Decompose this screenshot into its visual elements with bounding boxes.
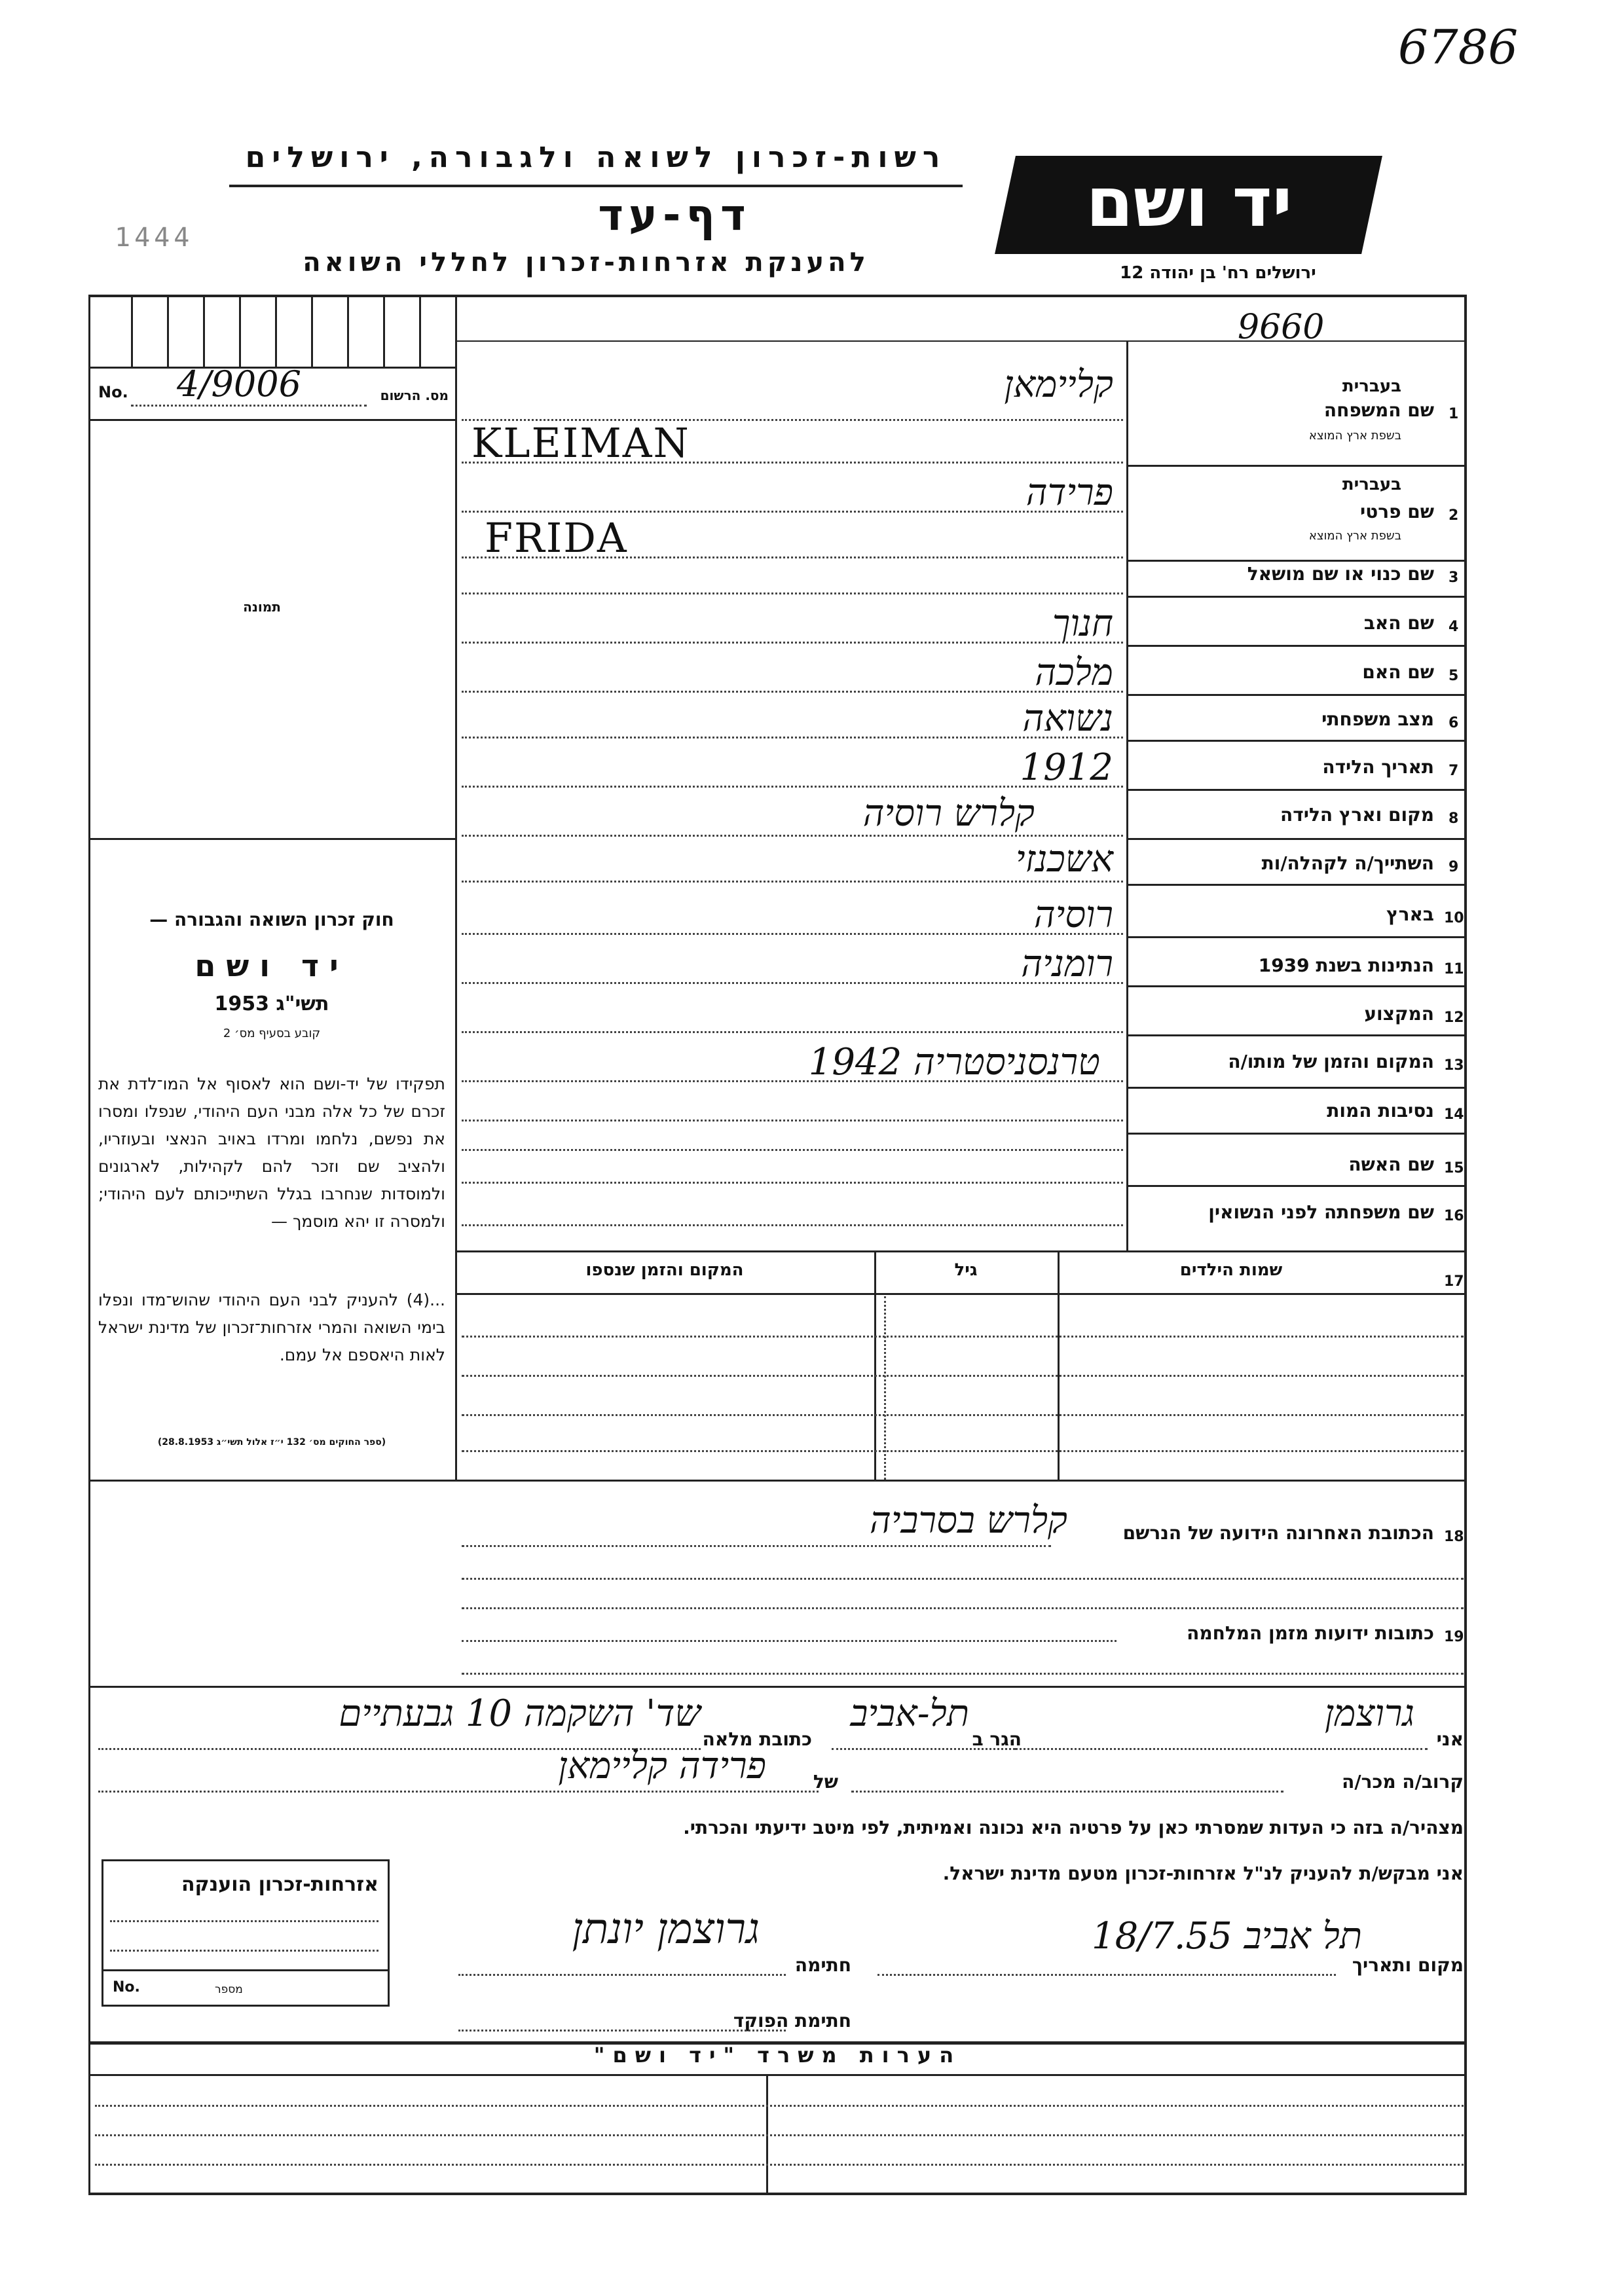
- decl-dot-official: [458, 2030, 786, 2032]
- field-num-5: 5: [1449, 668, 1459, 684]
- row-line-12: [1126, 1034, 1467, 1036]
- field-num-15: 15: [1444, 1160, 1464, 1176]
- regnum-label: מס. הרשום: [380, 388, 449, 403]
- document-subtitle: להענקת אזרחות-זכרון לחללי השואה: [303, 247, 870, 278]
- field-sub-he-1: בעברית: [1342, 376, 1401, 396]
- field-value-6: נשואה: [1022, 697, 1113, 740]
- row-line-4: [1126, 645, 1467, 647]
- children-bottom-line: [88, 1480, 1467, 1482]
- field-dot-14b: [462, 1149, 1123, 1151]
- row-line-7: [1126, 789, 1467, 791]
- field-dot-19a: [462, 1640, 1116, 1642]
- children-div-2: [1058, 1250, 1060, 1480]
- yad-vashem-logo: [995, 156, 1382, 254]
- decl-name: גרוצמן: [1324, 1692, 1414, 1735]
- field-num-8: 8: [1449, 811, 1459, 827]
- authority-underline: [229, 185, 963, 187]
- field-dot-14a: [462, 1120, 1123, 1121]
- decl-address-label: כתובת מלאה: [702, 1728, 812, 1750]
- row-line-3: [1126, 596, 1467, 598]
- children-dot-4: [462, 1450, 1464, 1452]
- notes-dot-3: [95, 2164, 1464, 2166]
- law-clause: קובע בסעיף מס׳ 2: [223, 1027, 321, 1040]
- field-dot-19b: [462, 1673, 1464, 1675]
- field-label-14: נסיבות המות: [1327, 1100, 1434, 1121]
- cell-div-6: [311, 296, 313, 367]
- decl-ani: אני: [1436, 1728, 1464, 1750]
- children-col-age: גיל: [954, 1260, 978, 1280]
- field-label-19: כתובות ידועות מזמן המלחמה: [1187, 1622, 1434, 1644]
- row-line-11: [1126, 985, 1467, 987]
- citizenship-bottom-line: [103, 1969, 388, 1971]
- cell-div-5: [275, 296, 277, 367]
- field-dot-10: [462, 933, 1123, 935]
- field-label-7: תאריך הלידה: [1322, 756, 1434, 778]
- field-label-6: מצב משפחתי: [1321, 708, 1434, 730]
- row-line-1: [1126, 465, 1467, 467]
- field-sub-orig-2: בשפת ארץ המוצא: [1308, 529, 1401, 543]
- field-value-5: מלכה: [1035, 651, 1113, 694]
- left-column-divider: [455, 295, 457, 1480]
- field-num-13: 13: [1444, 1057, 1464, 1074]
- section-line-19: [88, 1686, 1467, 1688]
- field-value-orig-1: KLEIMAN: [471, 419, 690, 467]
- field-num-6: 6: [1449, 715, 1459, 731]
- field-num-11: 11: [1444, 961, 1464, 977]
- field-num-9: 9: [1449, 859, 1459, 875]
- children-div-1: [874, 1250, 876, 1480]
- cell-div-4: [239, 296, 241, 367]
- cell-div-2: [167, 296, 169, 367]
- decl-resides-label: הגר ב: [972, 1728, 1022, 1750]
- office-notes-frame: [88, 2041, 1467, 2195]
- decl-dot-name: [1015, 1748, 1428, 1750]
- decl-dot-of: [98, 1791, 819, 1793]
- cell-div-1: [131, 296, 133, 367]
- row-line-5: [1126, 694, 1467, 696]
- field-num-19: 19: [1444, 1629, 1464, 1645]
- label-column-divider: [1126, 340, 1128, 1250]
- field-dot-18b: [462, 1578, 1464, 1580]
- decl-place-date-value: תל אביב 18/7.55: [1091, 1915, 1362, 1958]
- regnum-prefix: No.: [98, 383, 128, 401]
- archive-number: 6786: [1398, 20, 1519, 75]
- field-num-4: 4: [1449, 619, 1459, 635]
- decl-dot-resides: [832, 1748, 1015, 1750]
- children-col-names: שמות הילדים: [1179, 1260, 1283, 1280]
- law-title: חוק זכרון השואה והגבורה —: [149, 909, 394, 930]
- field-dot-3: [462, 592, 1123, 594]
- field-dot-15: [462, 1182, 1123, 1184]
- cell-div-8: [383, 296, 385, 367]
- field-value-he-2: פרידה: [1025, 471, 1113, 514]
- notes-dot-1: [95, 2105, 1464, 2107]
- field-dot-4: [462, 642, 1123, 644]
- field-value-7: 1912: [1020, 746, 1113, 789]
- field-num-3: 3: [1449, 570, 1459, 586]
- serial-line: [455, 340, 1467, 342]
- citizenship-box: [101, 1859, 390, 2007]
- decl-place-date-label: מקום ותאריך: [1352, 1954, 1464, 1976]
- field-value-10: רוסיה: [1033, 894, 1113, 936]
- decl-dot-signature: [458, 1974, 786, 1976]
- cell-div-7: [347, 296, 349, 367]
- field-dot-18a: [462, 1545, 1051, 1547]
- children-dot-1: [462, 1336, 1464, 1338]
- field-num-16: 16: [1444, 1208, 1464, 1224]
- header-address: ירושלים רח' בן יהודה 12: [1120, 263, 1316, 283]
- children-dot-2: [462, 1375, 1464, 1377]
- cell-div-9: [419, 296, 421, 367]
- decl-of-value: פרידה קליימאן: [558, 1745, 766, 1787]
- decl-statement: מצהיר/ה בזה כי העדות שמסרתי כאן על פרטיה היא נכונה ואמיתית, לפי מיטב ידיעתי והכרתי.: [683, 1817, 1464, 1838]
- field-dot-8: [462, 835, 1123, 837]
- citizenship-title: אזרחות-זכרון הוענקה: [181, 1873, 378, 1896]
- law-body-2: ...(4) להעניק לבני העם היהודי שהוש־מדו ונפלו בימי השואה והמרי אזרחות־זכרון של מדינת ישראל לאות היאספם אל עמם.: [98, 1290, 445, 1364]
- authority-line: רשות-זכרון לשואה ולגבורה, ירושלים: [245, 141, 947, 174]
- field-num-1: 1: [1449, 406, 1459, 422]
- field-num-18: 18: [1444, 1529, 1464, 1545]
- field-label-3: שם כנוי או שם מושאל: [1247, 563, 1434, 585]
- field-num-12: 12: [1444, 1010, 1464, 1026]
- law-year: תשי"ג 1953: [214, 993, 329, 1015]
- field-label-10: בארץ: [1386, 903, 1434, 925]
- notes-dot-2: [95, 2134, 1464, 2136]
- field-value-13: טרנסניסטריה 1942: [808, 1041, 1100, 1084]
- citizenship-number-label: מספר: [215, 1983, 243, 1996]
- decl-signature-label: חתימה: [794, 1954, 851, 1976]
- citizenship-dot-2: [110, 1950, 378, 1952]
- field-label-9: השתייך/ה לקהלה/ות: [1261, 852, 1434, 874]
- field-dot-5: [462, 691, 1123, 693]
- field-dot-2a: [462, 511, 1123, 513]
- row-line-13: [1126, 1087, 1467, 1089]
- law-gazette: (ספר החוקים מס׳ 132 י״ז אלול תשי״ג 28.8.1953): [157, 1437, 386, 1448]
- decl-address-value: שד' השקמה 10 גבעתיים: [339, 1692, 701, 1735]
- field-num-2: 2: [1449, 507, 1459, 524]
- field-value-9: אשכנזי: [1015, 838, 1113, 881]
- sheet-serial: 9660: [1238, 308, 1325, 347]
- decl-request: אני מבקש/ת להעניק לנ"ל אזרחות-זכרון מטעם מדינת ישראל.: [942, 1863, 1464, 1884]
- field-sub-he-2: בעברית: [1342, 475, 1401, 494]
- field-label-16: שם משפחתה לפני הנשואין: [1208, 1201, 1434, 1223]
- field-value-4: חנוך: [1052, 602, 1113, 645]
- decl-relation-label: קרוב/ה מכר/ה: [1342, 1771, 1464, 1793]
- field-sub-orig-1: בשפת ארץ המוצא: [1308, 429, 1401, 443]
- field-value-orig-2: FRIDA: [485, 514, 628, 562]
- field-value-8: קלרש רוסיה: [862, 792, 1035, 835]
- regnum-dotline: [131, 405, 367, 407]
- field-label-12: המקצוע: [1364, 1003, 1434, 1025]
- row-line-6: [1126, 740, 1467, 742]
- row-line-8: [1126, 838, 1467, 840]
- decl-official-sig-label: חתימת הפוקד: [733, 2010, 851, 2032]
- photo-label: תמונה: [243, 599, 281, 615]
- field-label-4: שם האב: [1363, 612, 1434, 634]
- law-name: יד ושם: [194, 948, 349, 983]
- field-label-18: הכתובת האחרונה הידועה של הנרשם: [1122, 1522, 1434, 1544]
- field-num-7: 7: [1449, 763, 1459, 779]
- regnum-value: 4/9006: [177, 363, 301, 405]
- logo-text: יד ושם: [1086, 162, 1293, 242]
- field-label-15: שם האשה: [1348, 1154, 1434, 1175]
- document-title: דף-עד: [598, 190, 751, 240]
- field-value-18: קלרש בסרביה: [870, 1499, 1067, 1542]
- decl-of-label: של: [813, 1771, 838, 1793]
- row-line-15: [1126, 1185, 1467, 1187]
- field-dot-16: [462, 1224, 1123, 1226]
- field-label-2: שם פרטי: [1359, 501, 1434, 522]
- field-dot-9: [462, 881, 1123, 883]
- field-num-10: 10: [1444, 910, 1464, 926]
- photo-bottom-line: [88, 838, 455, 840]
- row-line-9: [1126, 884, 1467, 886]
- field-label-11: הנתינות בשנת 1939: [1258, 955, 1434, 976]
- children-dot-3: [462, 1414, 1464, 1416]
- children-col-place: המקום והזמן שנספו: [585, 1260, 744, 1280]
- field-dot-18c: [462, 1607, 1464, 1609]
- decl-signature-value: גרוצמן יונתן: [572, 1905, 760, 1954]
- field-label-13: המקום והזמן של מותו/ה: [1228, 1051, 1434, 1072]
- children-vdot-1: [884, 1296, 886, 1480]
- field-label-8: מקום וארץ הלידה: [1280, 804, 1434, 826]
- field-value-11: רומניה: [1021, 943, 1113, 985]
- regnum-bottom-line: [88, 419, 455, 421]
- citizenship-dot-1: [110, 1920, 378, 1922]
- children-header-line: [455, 1293, 1467, 1295]
- row-line-14: [1126, 1133, 1467, 1135]
- decl-resides-value: תל-אביב: [850, 1692, 969, 1735]
- field-dot-12: [462, 1031, 1123, 1033]
- field-label-1: שם המשפחה: [1323, 399, 1434, 421]
- decl-dot-place: [877, 1974, 1336, 1976]
- field-num-17: 17: [1444, 1273, 1464, 1290]
- citizenship-number-prefix: No.: [113, 1979, 140, 1995]
- row-line-10: [1126, 936, 1467, 938]
- decl-dot-relation: [851, 1791, 1283, 1793]
- field-num-14: 14: [1444, 1106, 1464, 1123]
- row-line-2: [1126, 560, 1467, 562]
- field-value-he-1: קליימאן: [1004, 363, 1113, 406]
- stamp-number: 1444: [115, 223, 194, 253]
- office-notes-title: הערות משרד "יד ושם": [593, 2043, 962, 2068]
- law-body-1: תפקידו של יד-ושם הוא לאסוף אל המו־לדת את זכרם של כל אלה מבני העם היהודי, שנפלו ומסרו את נפשם, נלחמו ומרדו באויב הנאצי ובעוזריו, ולהציב שם וזכר להם לקהילות, לארגונים ולמוסדות שנחרבו בגלל השתייכותם לעם היהודי; ולמסרה זו יהא מוסמך —: [98, 1074, 445, 1231]
- cell-div-3: [203, 296, 205, 367]
- row-line-16: [455, 1250, 1467, 1252]
- field-label-5: שם האם: [1362, 661, 1434, 683]
